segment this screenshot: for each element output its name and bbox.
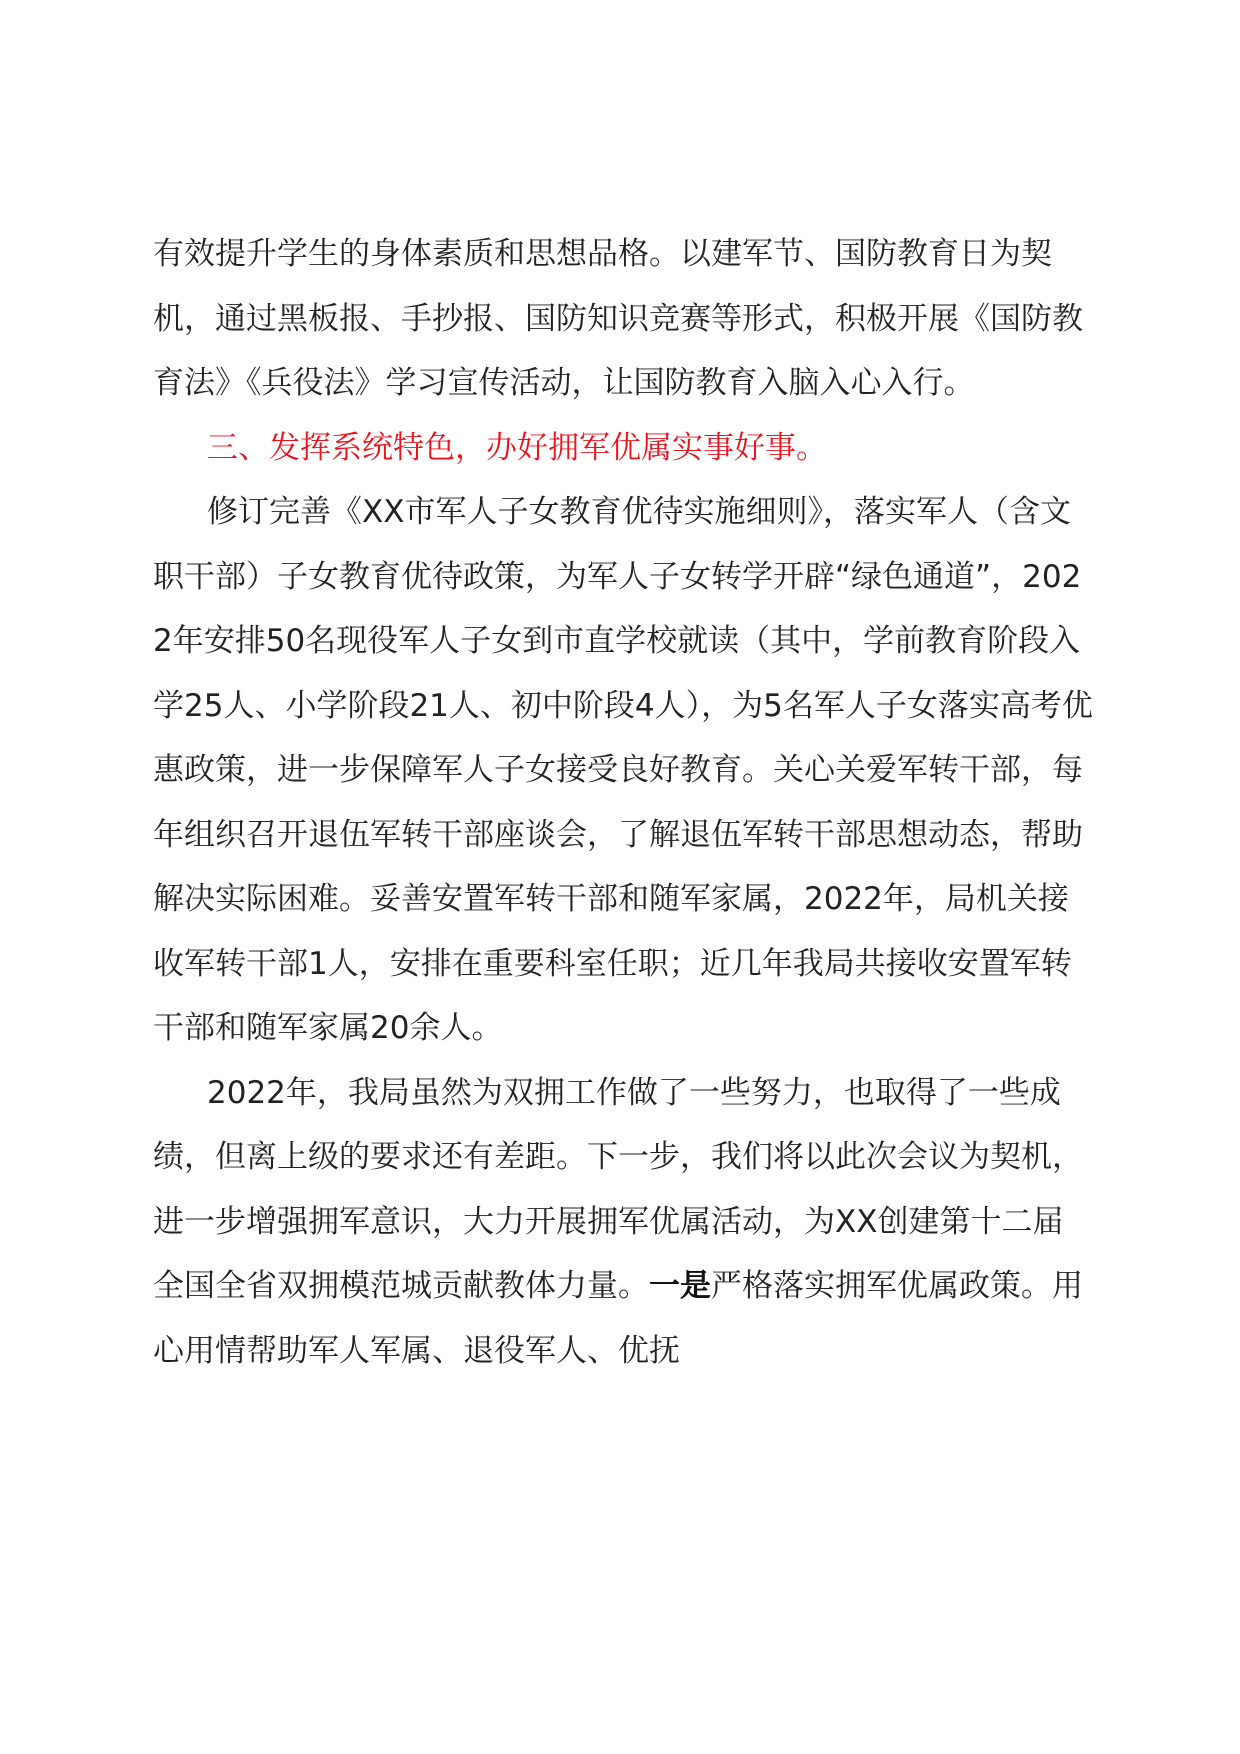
next-steps-text: 2022年，我局虽然为双拥工作做了一些努力，也取得了一些成绩，但离上级的要求还有差距。下一步，我们将以此次会议为契机，进一步增强拥军意识，大力开展拥军优属活动，为XX创建第十二届全国全省双拥模范城贡献教体力量。	[153, 1074, 1083, 1304]
section-heading-3: 三、发挥系统特色，办好拥军优属实事好事。	[207, 429, 827, 466]
lead-point-label: 一是	[649, 1268, 711, 1304]
paragraph-next-steps	[153, 1061, 1093, 1384]
paragraph-continuation: 有效提升学生的身体素质和思想品格。以建军节、国防教育日为契机，通过黑板报、手抄报、国防知识竞赛等形式，积极开展《国防教育法》《兵役法》学习宣传活动，让国防教育入脑入心入行。	[153, 236, 1083, 401]
paragraph-military-children-education: 修订完善《XX市军人子女教育优待实施细则》，落实军人（含文职干部）子女教育优待政策，为军人子女转学开辟“绿色通道”，2022年安排50名现役军人子女到市直学校就读（其中，学前教育阶段入学25人、小学阶段21人、初中阶段4人），为5名军人子女落实高考优惠政策，进一步保障军人子女接受良好教育。关心关爱军转干部，每年组织召开退伍军转干部座谈会，了解退伍军转干部思想动态，帮助解决实际困难。妥善安置军转干部和随军家属，2022年，局机关接收军转干部1人，安排在重要科室任职；近几年我局共接收安置军转干部和随军家属20余人。	[153, 494, 1093, 1046]
lead-point-text: 严格落实拥军优属政策。用心用情帮助军人军属、退役军人、优抚	[153, 1268, 1083, 1369]
document-body	[153, 222, 1093, 1383]
